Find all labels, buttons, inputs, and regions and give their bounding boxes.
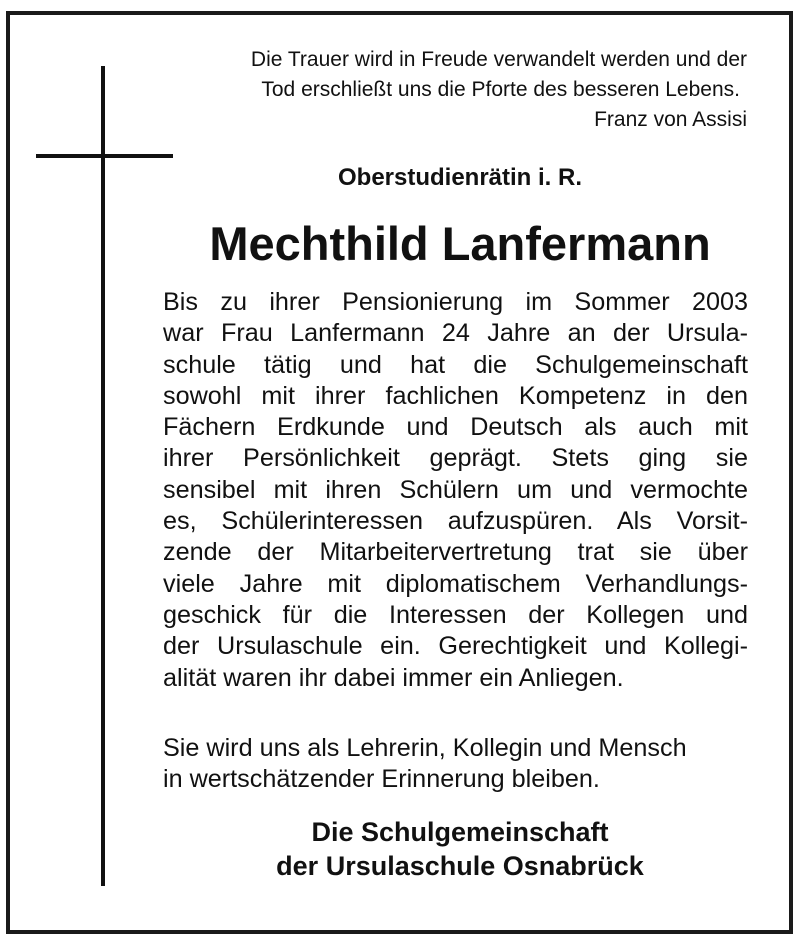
tribute-line: der Ursulaschule ein. Gerechtigkeit und Kollegi- [163,632,748,661]
tribute-line: sowohl mit ihrer fachlichen Kompetenz in den [163,381,748,410]
quote-author: Franz von Assisi [594,108,747,131]
tribute-line: sensibel mit ihren Schülern um und vermochte [163,475,748,504]
cross-horizontal-bar [36,154,173,158]
signature-block [180,815,740,883]
tribute-line: zende der Mitarbeitervertretung trat sie über [163,538,748,567]
tribute-line: alität waren ihr dabei immer ein Anliegen. [163,663,624,692]
cross-vertical-bar [101,66,105,886]
tribute-line: war Frau Lanfermann 24 Jahre an der Ursula- [163,319,748,348]
quote-line-1: Die Trauer wird in Freude verwandelt werden und der [250,48,747,71]
tribute-line: viele Jahre mit diplomatischem Verhandlungs- [163,569,748,598]
closing-line: in wertschätzender Erinnerung bleiben. [163,765,600,794]
deceased-name: Mechthild Lanfermann [209,217,711,270]
deceased-rank: Oberstudienrätin i. R. [337,164,583,191]
tribute-line: Bis zu ihrer Pensionierung im Sommer 2003 [163,288,748,316]
quote-line-2: Tod erschließt uns die Pforte des besseren Lebens. [261,78,740,101]
tribute-text [163,287,748,694]
closing-line: Sie wird uns als Lehrerin, Kollegin und Mensch [163,734,687,762]
tribute-line: es, Schülerinteressen aufzuspüren. Als Vorsit- [163,507,748,536]
closing-text [163,733,753,796]
signature-line-2: der Ursulaschule Osnabrück [276,851,644,881]
tribute-line: schule tätig und hat die Schulgemeinschaft [163,350,748,379]
signature-line-1: Die Schulgemeinschaft [311,817,609,847]
tribute-line: Fächern Erdkunde und Deutsch als auch mit [163,413,748,442]
epigraph-quote [127,45,747,135]
tribute-line: ihrer Persönlichkeit geprägt. Stets ging sie [163,444,748,473]
tribute-line: geschick für die Interessen der Kollegen und [163,600,748,629]
